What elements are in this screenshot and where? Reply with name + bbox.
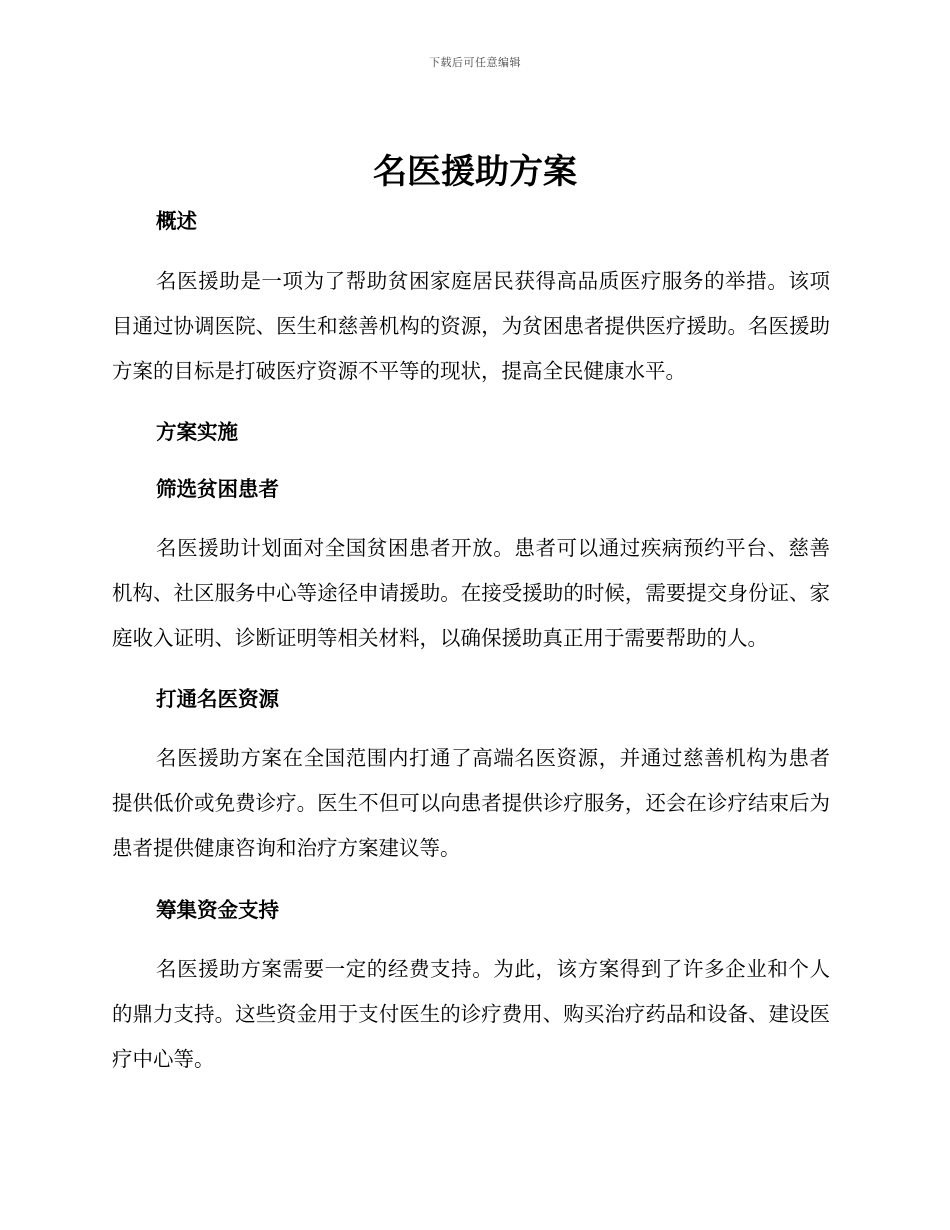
section-heading-implementation: 方案实施 [156,420,238,444]
subsection-heading-resources: 打通名医资源 [156,687,279,711]
section-heading-overview: 概述 [156,209,197,233]
document-body [112,203,830,1082]
subsection-heading-screening: 筛选贫困患者 [156,477,279,501]
subsection-heading-funding: 筹集资金支持 [156,898,279,922]
document-title: 名医援助方案 [373,152,577,192]
paragraph-funding: 名医援助方案需要一定的经费支持。为此，该方案得到了许多企业和个人的鼎力支持。这些资金用于支付医生的诊疗费用、购买治疗药品和设备、建设医疗中心等。 [112,957,830,1071]
paragraph-resources: 名医援助方案在全国范围内打通了高端名医资源，并通过慈善机构为患者提供低价或免费诊疗。医生不但可以向患者提供诊疗服务，还会在诊疗结束后为患者提供健康咨询和治疗方案建议等。 [112,746,830,860]
paragraph-screening: 名医援助计划面对全国贫困患者开放。患者可以通过疾病预约平台、慈善机构、社区服务中心等途径申请援助。在接受援助的时候，需要提交身份证、家庭收入证明、诊断证明等相关材料，以确保援助真正用于需要帮助的人。 [112,536,830,650]
header-note: 下载后可任意编辑 [429,56,521,69]
paragraph-overview: 名医援助是一项为了帮助贫困家庭居民获得高品质医疗服务的举措。该项目通过协调医院、医生和慈善机构的资源，为贫困患者提供医疗援助。名医援助方案的目标是打破医疗资源不平等的现状，提高全民健康水平。 [112,269,830,383]
